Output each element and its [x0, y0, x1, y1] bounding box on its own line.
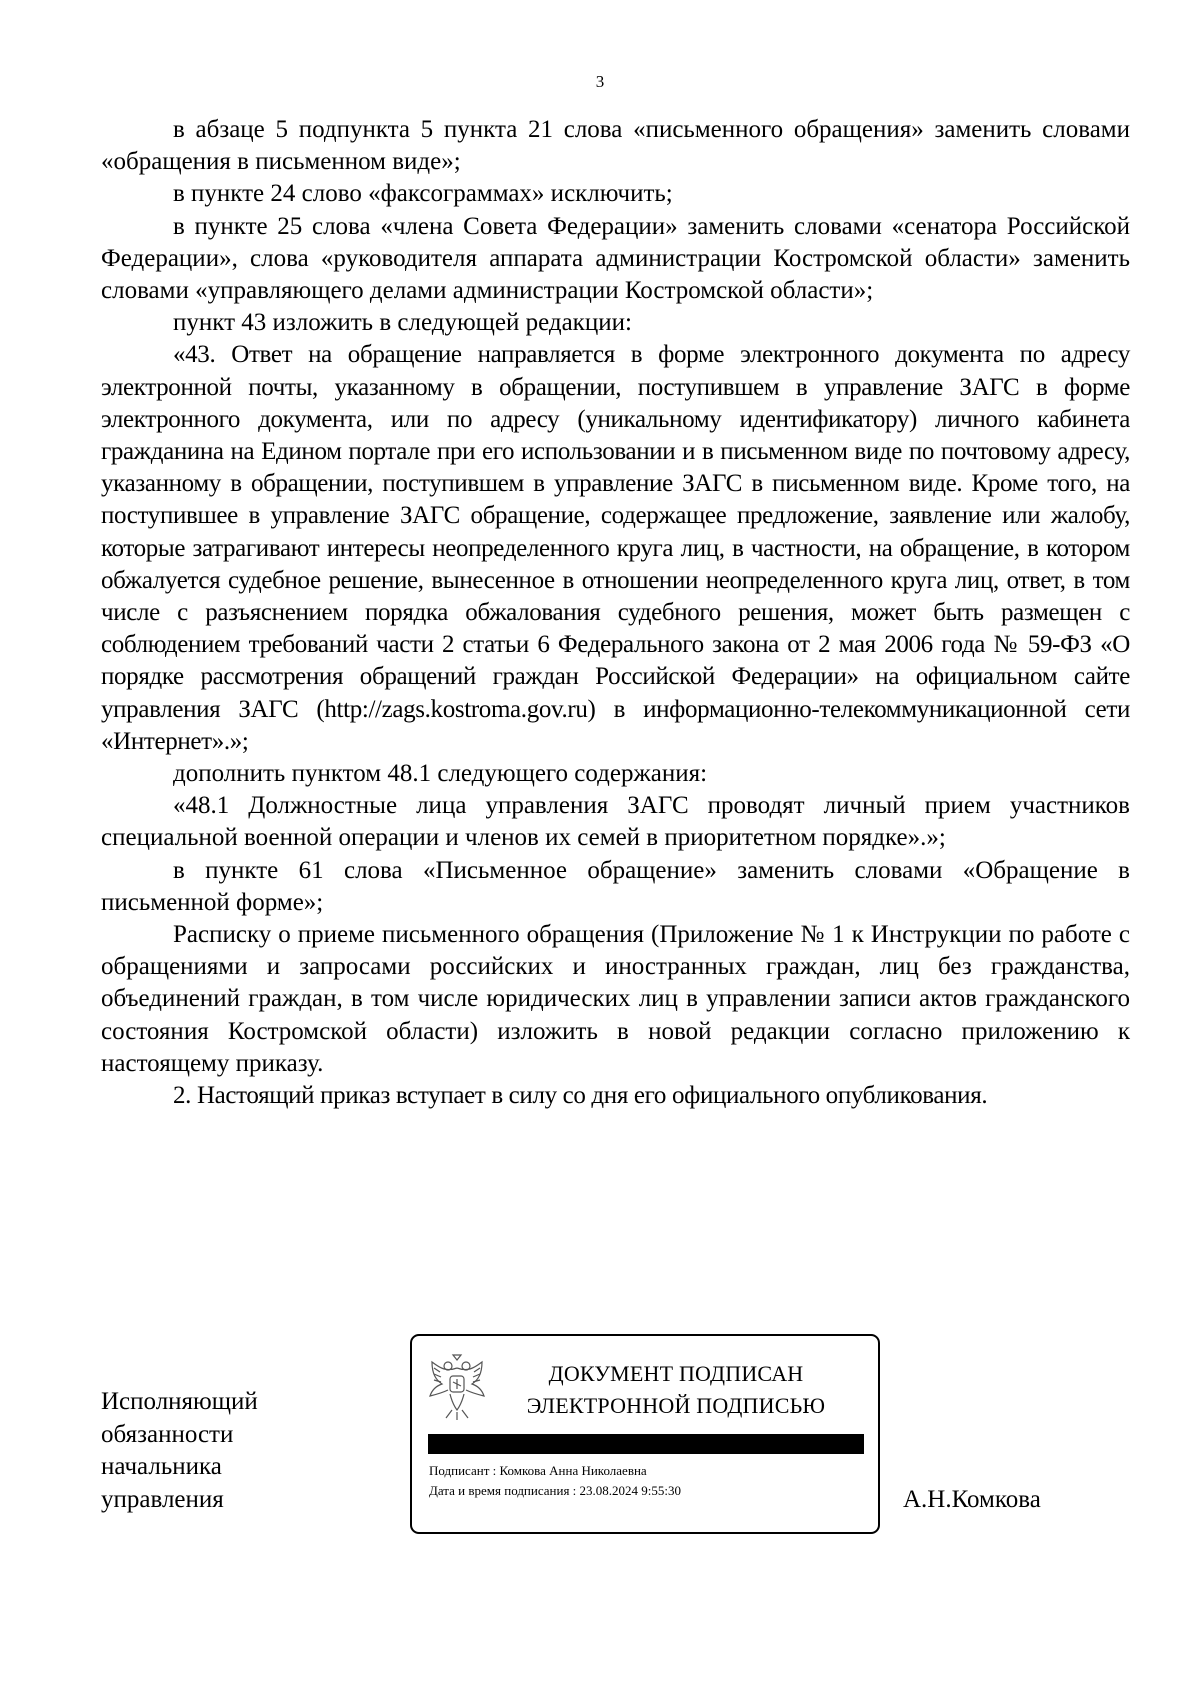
signer-role-line: управления	[101, 1485, 224, 1513]
russian-coat-of-arms-icon	[426, 1350, 488, 1422]
paragraph: в пункте 24 слово «факсограммах» исключить;	[173, 180, 673, 208]
paragraph: пункт 43 изложить в следующей редакции:	[173, 309, 632, 337]
paragraph: дополнить пунктом 48.1 следующего содержания:	[173, 760, 708, 788]
paragraph: в пункте 25 слова «члена Совета Федерации» заменить словами «сенатора Российской Федерации», слова «руководителя аппарата администрации Костромской области» заменить словами «управляющего делами администрации Костромской области»;	[101, 212, 1130, 305]
stamp-title	[508, 1358, 844, 1422]
signature-name: А.Н.Комкова	[903, 1486, 1041, 1513]
signer-role-line: Исполняющий	[101, 1388, 258, 1415]
signer-role-line: обязанности	[101, 1420, 234, 1448]
document-body	[101, 114, 1130, 1112]
stamp-certificate-bar	[428, 1434, 864, 1454]
paragraph: в абзаце 5 подпункта 5 пункта 21 слова «письменного обращения» заменить словами «обращения в письменном виде»;	[101, 116, 1130, 176]
stamp-info	[429, 1461, 681, 1501]
stamp-datetime: Дата и время подписания : 23.08.2024 9:55:30	[429, 1483, 682, 1498]
stamp-signer: Подписант : Комкова Анна Николаевна	[429, 1463, 647, 1478]
paragraph: в пункте 61 слова «Письменное обращение» заменить словами «Обращение в письменной форме»;	[101, 856, 1130, 916]
electronic-signature-stamp	[410, 1334, 880, 1534]
paragraph: 2. Настоящий приказ вступает в силу со дня его официального опубликования.	[173, 1082, 988, 1110]
stamp-title-line: ДОКУМЕНТ ПОДПИСАН	[548, 1361, 804, 1386]
signer-role-line: начальника	[101, 1453, 222, 1480]
stamp-title-line: ЭЛЕКТРОННОЙ ПОДПИСЬЮ	[526, 1393, 826, 1418]
paragraph: Расписку о приеме письменного обращения (Приложение № 1 к Инструкции по работе с обращениями и запросами российских и иностранных граждан, лиц без гражданства, объединений граждан, в том числе юридических лиц в управлении записи актов гражданского состояния Костромской области) изложить в новой редакции согласно приложению к настоящему приказу.	[101, 921, 1130, 1077]
signer-role	[101, 1386, 258, 1516]
paragraph: «43. Ответ на обращение направляется в форме электронного документа по адресу электронной почты, указанному в обращении, поступившем в управление ЗАГС в форме электронного документа, или по адресу (уникальному идентификатору) личного кабинета гражданина на Едином портале при его использовании и в письменном виде по почтовому адресу, указанному в обращении, поступившем в управление ЗАГС в письменном виде. Кроме того, на поступившее в управление ЗАГС обращение, содержащее предложение, заявление или жалобу, которые затрагивают интересы неопределенного круга лиц, в частности, на обращение, в котором обжалуется судебное решение, вынесенное в отношении неопределенного круга лиц, ответ, в том числе с разъяснением порядка обжалования судебного решения, может быть размещен с соблюдением требований части 2 статьи 6 Федерального закона от 2 мая 2006 года № 59-ФЗ «О порядке рассмотрения обращений граждан Российской Федерации» на официальном сайте управления ЗАГС (http://zags.kostroma.gov.ru) в информационно-телекоммуникационной сети «Интернет».»;	[101, 341, 1130, 755]
paragraph: «48.1 Должностные лица управления ЗАГС проводят личный прием участников специальной военной операции и членов их семей в приоритетном порядке».»;	[101, 792, 1130, 852]
page-number: 3	[595, 72, 605, 91]
